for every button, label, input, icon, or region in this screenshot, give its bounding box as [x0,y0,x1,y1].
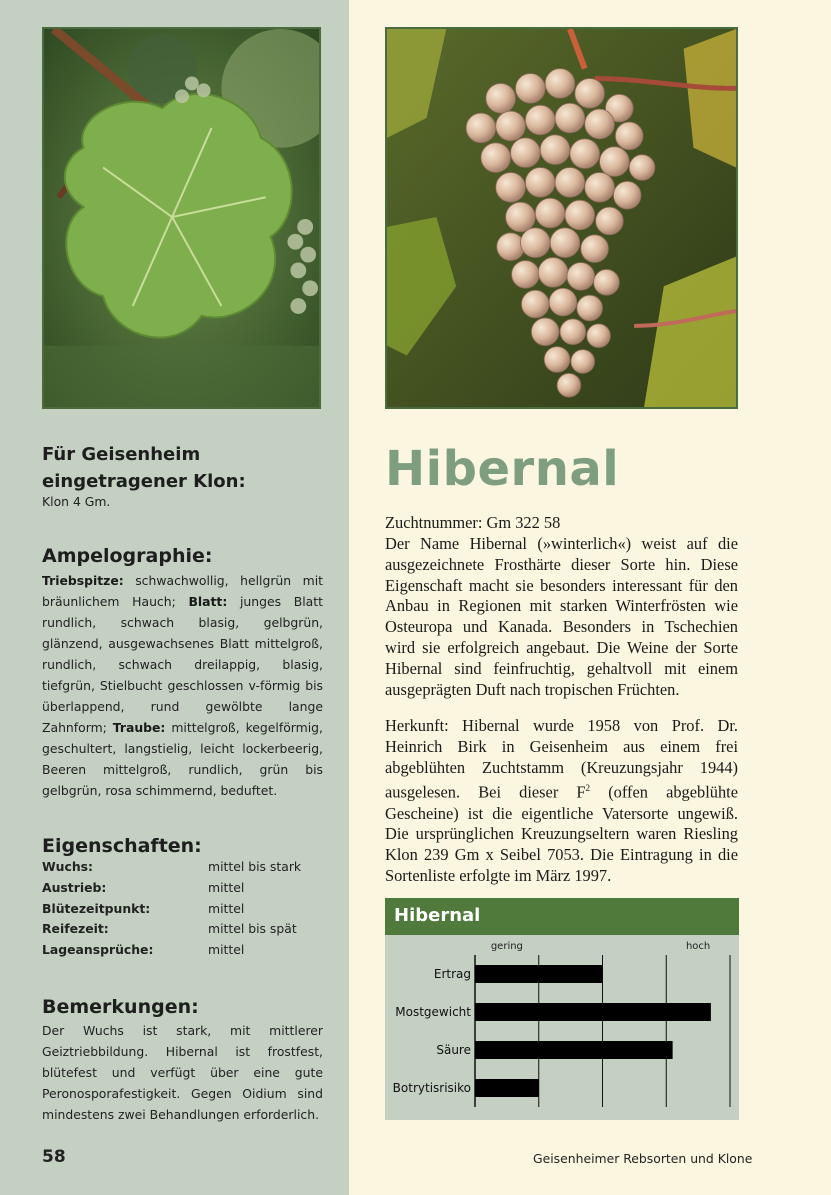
eigenschaft-row [42,901,332,922]
chart-category-label: Mostgewicht [395,1005,471,1019]
chart-bar [475,1079,539,1097]
eigenschaft-key: Reifezeit: [42,921,109,937]
rating-chart [385,898,739,1120]
chart-plot [385,935,739,1120]
eigenschaften-heading: Eigenschaften: [42,835,202,857]
description-paragraph: Der Name Hibernal (»winterlich«) weist auf die ausgezeichnete Frosthärte dieser Sorte hin. Diese Eigenschaft macht sie besonders interessant für den Anbau in Regionen mit starken Winterfrösten wie Osteuropa und Kanada. Besonders in Tschechien wird sie erfolgreich angebaut. Die Weine der Sorte Hibernal sind feinfruchtig, gehaltvoll mit einem ausgeprägten Duft nach tropischen Früchten. [385,534,738,699]
ampelographie-text [42,570,323,801]
chart-header [385,898,739,935]
chart-title: Hibernal [394,905,481,926]
blatt-label: Blatt: [188,594,228,609]
triebspitze-text: schwachwollig, hellgrün mit bräunlichem Hauch; [42,573,323,609]
eigenschaft-key: Austrieb: [42,879,107,895]
bemerkungen-text: Der Wuchs ist stark, mit mittlerer Geiztriebbildung. Hibernal ist frostfest, blütefest und verfügt über eine gute Peronosporafestigkeit. Gegen Oidium sind mindestens zwei Behandlungen erforderlich. [42,1023,323,1122]
chart-category-label: Säure [436,1043,471,1057]
blatt-text: junges Blatt rundlich, schwach blasig, gelbgrün, glänzend, ausgewachsenes Blatt mittelgroß, rundlich, schwach dreilappig, blasig, tiefgrün, Stielbucht geschlossen v-förmig bis überlappend, rund gewölbte lange Zahnform; [42,594,323,735]
page-number: 58 [42,1147,66,1167]
grape-leaf-photo [42,27,321,409]
chart-category-label: Botrytisrisiko [392,1081,471,1095]
grape-cluster-photo [385,27,738,409]
page-title: Hibernal [385,441,620,497]
eigenschaft-value: mittel [208,879,245,895]
footer-title: Geisenheimer Rebsorten und Klone [533,1151,753,1166]
eigenschaften-table [42,859,332,963]
eigenschaft-row [42,880,332,901]
triebspitze-label: Triebspitze: [42,573,124,588]
chart-scale-low-label: gering [490,941,523,952]
eigenschaft-value: mittel bis stark [208,859,302,874]
chart-bar [475,965,603,983]
chart-category-label: Ertrag [433,967,471,981]
eigenschaft-row [42,921,332,942]
eigenschaft-row [42,859,332,880]
herkunft-text-b: (offen abgeblühte Gescheine) ist die eigentliche Vatersorte ungewiß. Die ursprünglichen Kreuzungseltern waren Riesling Klon 239 Gm x Seibel 7053. Die Eintragung in die Sortenliste erfolgte im März 1997. [385,782,738,886]
eigenschaft-value: mittel [208,942,245,958]
herkunft-paragraph [385,716,738,887]
herkunft-superscript: 2 [585,783,591,794]
eigenschaft-key: Blütezeitpunkt: [42,900,151,916]
chart-bar [475,1041,673,1059]
chart-scale-high-label: hoch [685,941,711,952]
zuchtnummer: Zuchtnummer: Gm 322 58 [385,513,561,532]
eigenschaft-row [42,942,332,963]
eigenschaft-value: mittel [208,900,245,916]
bemerkungen-heading: Bemerkungen: [42,996,199,1018]
ampelographie-heading: Ampelographie: [42,545,213,567]
eigenschaft-key: Wuchs: [42,859,93,874]
chart-bar [475,1003,711,1021]
traube-text: mittelgroß, kegelförmig, geschultert, langstielig, leicht lockerbeerig, Beeren mittelgroß, rundlich, grün bis gelbgrün, rosa schimmernd, beduftet. [42,720,323,798]
herkunft-text-a: Herkunft: Hibernal wurde 1958 von Prof. Dr. Heinrich Birk in Geisenheim aus einem frei abgeblühten Zuchtstamm (Kreuzungsjahr 1944) ausgelesen. Bei dieser F [385,716,738,802]
klon-heading: Für Geisenheim eingetragener Klon: [42,444,246,492]
eigenschaft-value: mittel bis spät [208,921,297,937]
klon-text: Klon 4 Gm. [42,494,111,509]
eigenschaft-key: Lageansprüche: [42,942,154,958]
traube-label: Traube: [112,720,166,735]
